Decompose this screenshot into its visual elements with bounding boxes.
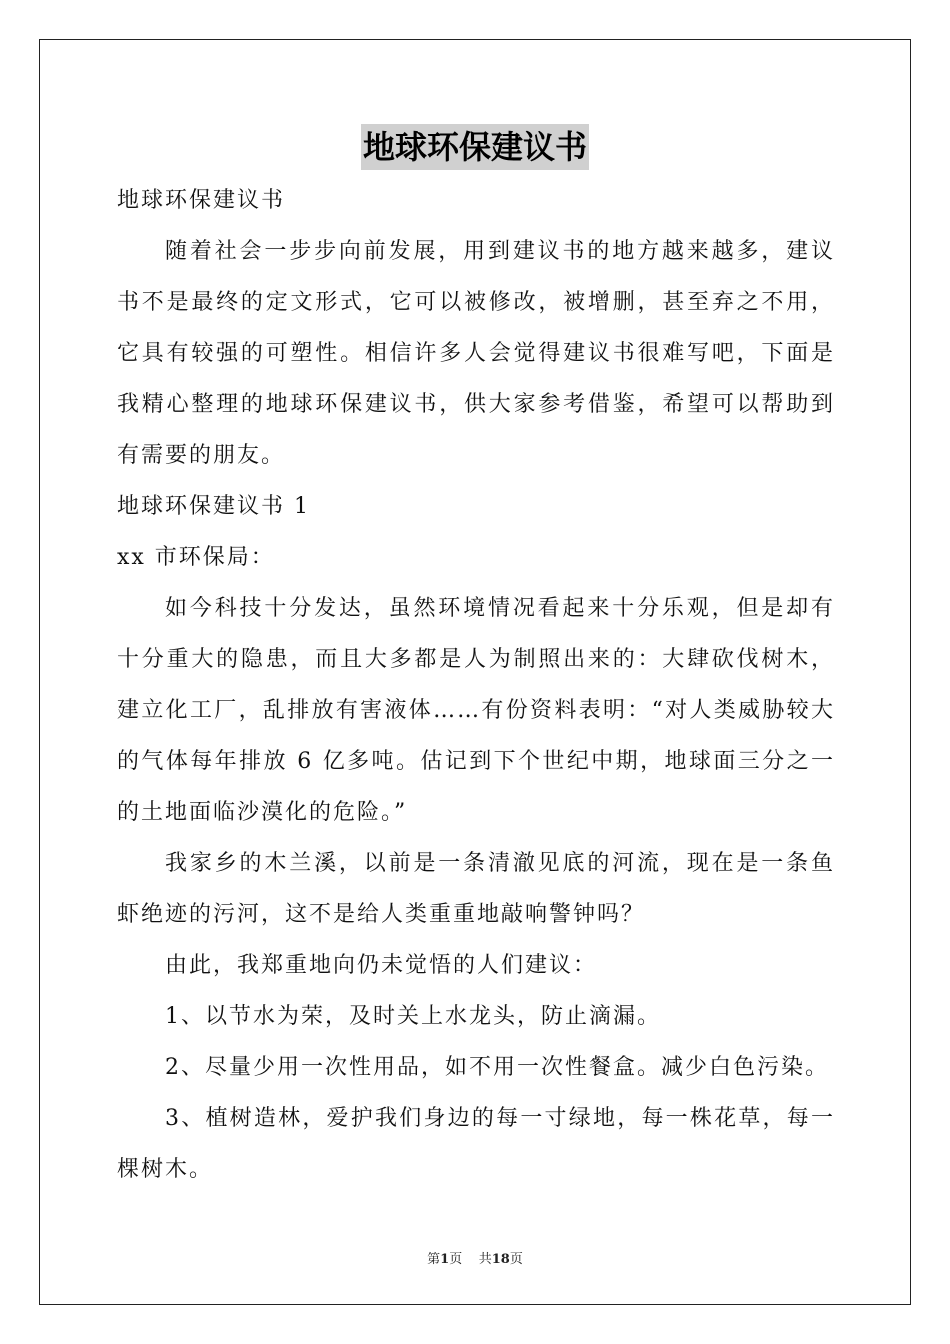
section-heading: 地球环保建议书 1	[117, 494, 310, 519]
page-prefix: 第	[427, 1252, 441, 1267]
title-container	[0, 124, 950, 170]
document-title: 地球环保建议书	[361, 124, 589, 170]
page-number: 1	[440, 1252, 450, 1267]
page-suffix: 页	[449, 1252, 463, 1267]
intro-paragraph: 随着社会一步步向前发展，用到建议书的地方越来越多，建议书不是最终的定文形式，它可以被修改，被增删，甚至弃之不用，它具有较强的可塑性。相信许多人会觉得建议书很难写吧，下面是我精心整理的地球环保建议书，供大家参考借鉴，希望可以帮助到有需要的朋友。	[117, 239, 835, 468]
list-item: 3、植树造林，爱护我们身边的每一寸绿地，每一株花草，每一棵树木。	[117, 1106, 835, 1182]
body-paragraph: 由此，我郑重地向仍未觉悟的人们建议：	[165, 953, 598, 978]
document-subtitle: 地球环保建议书	[117, 188, 286, 213]
list-item: 1、以节水为荣，及时关上水龙头，防止滴漏。	[165, 1004, 661, 1029]
salutation: xx 市环保局：	[117, 545, 275, 570]
page-footer	[0, 1248, 950, 1267]
document-body	[117, 175, 835, 1195]
total-prefix: 共	[478, 1252, 492, 1267]
list-item: 2、尽量少用一次性用品，如不用一次性餐盒。减少白色污染。	[165, 1055, 829, 1080]
total-pages: 18	[491, 1252, 510, 1267]
body-paragraph: 我家乡的木兰溪，以前是一条清澈见底的河流，现在是一条鱼虾绝迹的污河，这不是给人类重重地敲响警钟吗？	[117, 851, 835, 927]
total-suffix: 页	[509, 1252, 523, 1267]
body-paragraph: 如今科技十分发达，虽然环境情况看起来十分乐观，但是却有十分重大的隐患，而且大多都是人为制照出来的：大肆砍伐树木，建立化工厂，乱排放有害液体……有份资料表明：“对人类威胁较大的气体每年排放 6 亿多吨。估记到下个世纪中期，地球面三分之一的土地面临沙漠化的危险。”	[117, 596, 835, 825]
